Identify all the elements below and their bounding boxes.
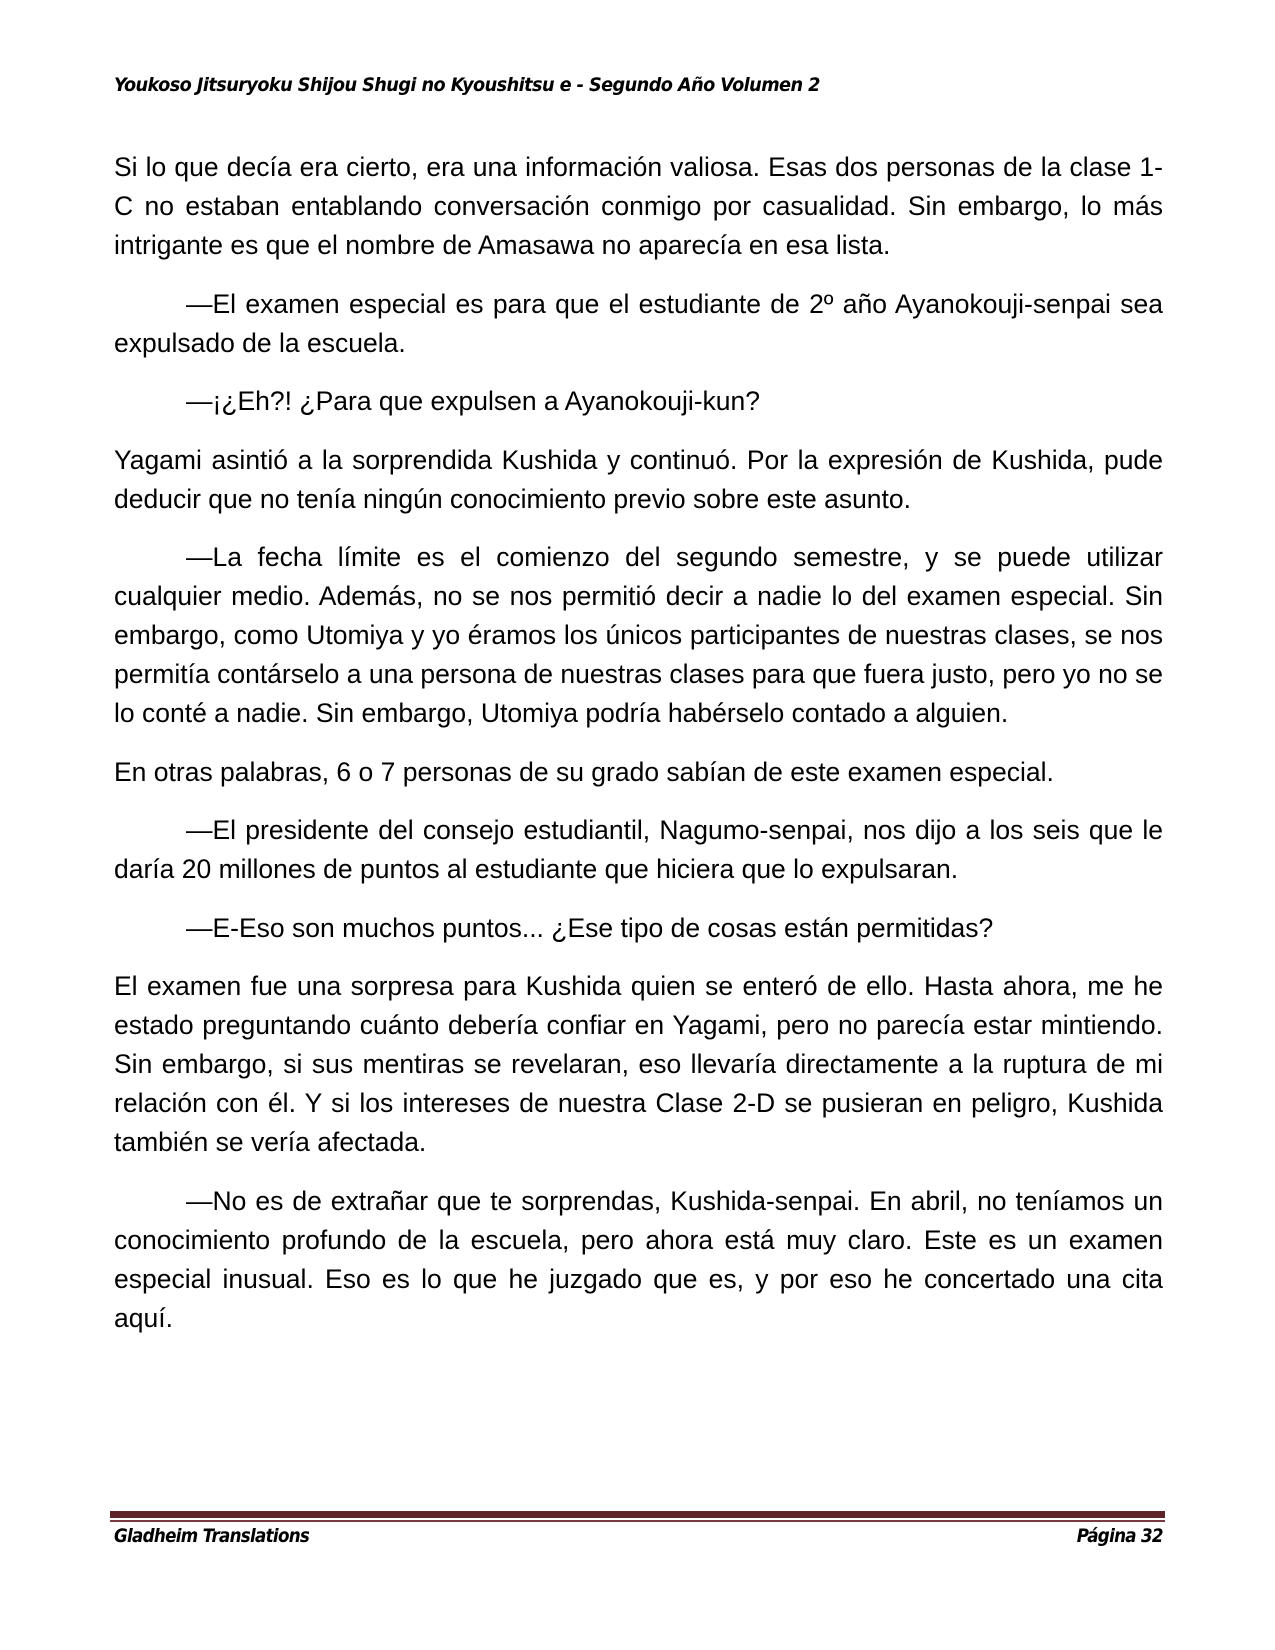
paragraph-dialogue: —El presidente del consejo estudiantil, Nagumo-senpai, nos dijo a los seis que le daría 20 millones de puntos al estudiante que hiciera que lo expulsaran. [114,815,1163,884]
paragraph-narration: Si lo que decía era cierto, era una información valiosa. Esas dos personas de la clase 1-C no estaban entablando conversación conmigo por casualidad. Sin embargo, lo más intrigante es que el nombre de Amasawa no aparecía en esa lista. [114,152,1163,260]
paragraph-dialogue: —El examen especial es para que el estudiante de 2º año Ayanokouji-senpai sea expulsado de la escuela. [114,288,1163,358]
paragraph-dialogue: —No es de extrañar que te sorprendas, Kushida-senpai. En abril, no teníamos un conocimiento profundo de la escuela, pero ahora está muy claro. Este es un examen especial inusual. Eso es lo que he juzgado que es, y por eso he concertado una cita aquí. [114,1185,1163,1333]
paragraph-dialogue: —La fecha límite es el comienzo del segundo semestre, y se puede utilizar cualquier medio. Además, no se nos permitió decir a nadie lo del examen especial. Sin embargo, como Utomiya y yo éramos los únicos participantes de nuestras clases, se nos permitía contárselo a una persona de nuestras clases para que fuera justo, pero yo no se lo conté a nadie. Sin embargo, Utomiya podría habérselo contado a alguien. [114,542,1163,728]
page-body [114,148,1163,1357]
paragraph-dialogue: —¡¿Eh?! ¿Para que expulsen a Ayanokouji-kun? [186,386,761,416]
footer-page-number: Página 32 [1076,1525,1163,1547]
paragraph-dialogue: —E-Eso son muchos puntos... ¿Ese tipo de cosas están permitidas? [186,912,994,943]
running-header: Youkoso Jitsuryoku Shijou Shugi no Kyoushitsu e - Segundo Año Volumen 2 [114,74,820,96]
paragraph-narration: En otras palabras, 6 o 7 personas de su grado sabían de este examen especial. [114,756,1054,787]
footer-rule-thin [110,1520,1165,1522]
paragraph-narration: El examen fue una sorpresa para Kushida quien se enteró de ello. Hasta ahora, me he estado preguntando cuánto debería confiar en Yagami, pero no parecía estar mintiendo. Sin embargo, si sus mentiras se revelaran, eso llevaría directamente a la ruptura de mi relación con él. Y si los intereses de nuestra Clase 2-D se pusieran en peligro, Kushida también se vería afectada. [114,971,1163,1157]
footer-translator-credit: Gladheim Translations [114,1525,310,1547]
footer-rule-thick [110,1511,1165,1518]
paragraph-narration: Yagami asintió a la sorprendida Kushida y continuó. Por la expresión de Kushida, pude deducir que no tenía ningún conocimiento previo sobre este asunto. [114,444,1163,514]
